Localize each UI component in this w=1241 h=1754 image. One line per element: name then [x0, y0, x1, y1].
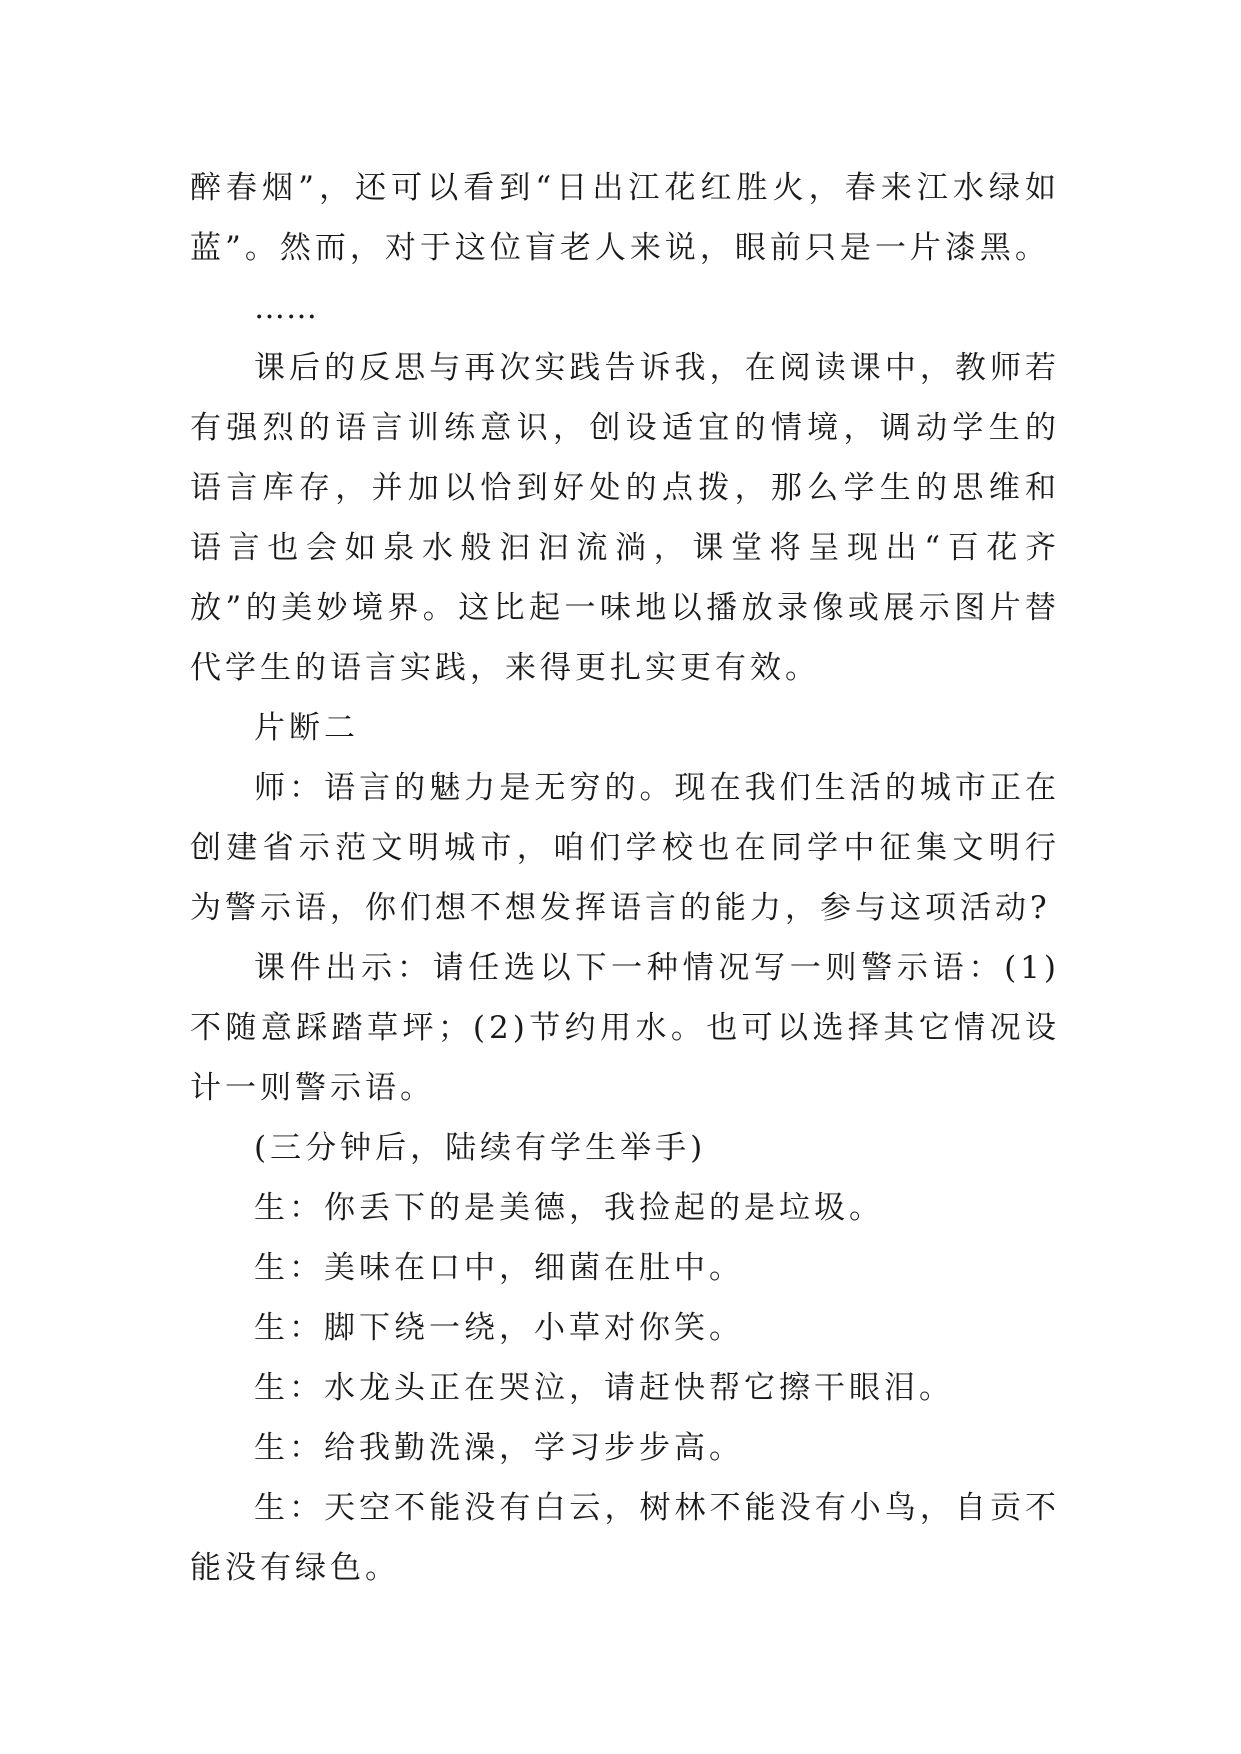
paragraph-reflection: 课后的反思与再次实践告诉我，在阅读课中，教师若有强烈的语言训练意识，创设适宜的情境，调动学生的语言库存，并加以恰到好处的点拨，那么学生的思维和语言也会如泉水般汩汩流淌，课堂将呈现出“百花齐放”的美妙境界。这比起一味地以播放录像或展示图片替代学生的语言实践，来得更扎实更有效。 [190, 350, 1060, 686]
paragraph-courseware: 课件出示：请任选以下一种情况写一则警示语：(1)不随意踩踏草坪；(2)节约用水。也可以选择其它情况设计一则警示语。 [190, 950, 1060, 1106]
student-response: 生：美味在口中，细菌在肚中。 [254, 1250, 744, 1286]
section-heading-fragment-two: 片断二 [254, 710, 359, 746]
student-response: 生：脚下绕一绕，小草对你笑。 [254, 1310, 744, 1346]
paragraph-stage-note: (三分钟后，陆续有学生举手) [254, 1130, 707, 1166]
paragraph-ellipsis: …… [254, 290, 318, 326]
student-response: 生：给我勤洗澡，学习步步高。 [254, 1430, 744, 1466]
student-response: 生：天空不能没有白云，树林不能没有小鸟，自贡不能没有绿色。 [190, 1490, 1060, 1586]
paragraph-teacher-prompt: 师：语言的魅力是无穷的。现在我们生活的城市正在创建省示范文明城市，咱们学校也在同学中征集文明行为警示语，你们想不想发挥语言的能力，参与这项活动? [190, 770, 1060, 926]
document-body [190, 158, 1060, 1598]
student-response: 生：水龙头正在哭泣，请赶快帮它擦干眼泪。 [254, 1370, 954, 1406]
student-response: 生：你丢下的是美德，我捡起的是垃圾。 [254, 1190, 884, 1226]
paragraph-continued: 醉春烟”，还可以看到“日出江花红胜火，春来江水绿如蓝”。然而，对于这位盲老人来说，眼前只是一片漆黑。 [190, 170, 1060, 266]
